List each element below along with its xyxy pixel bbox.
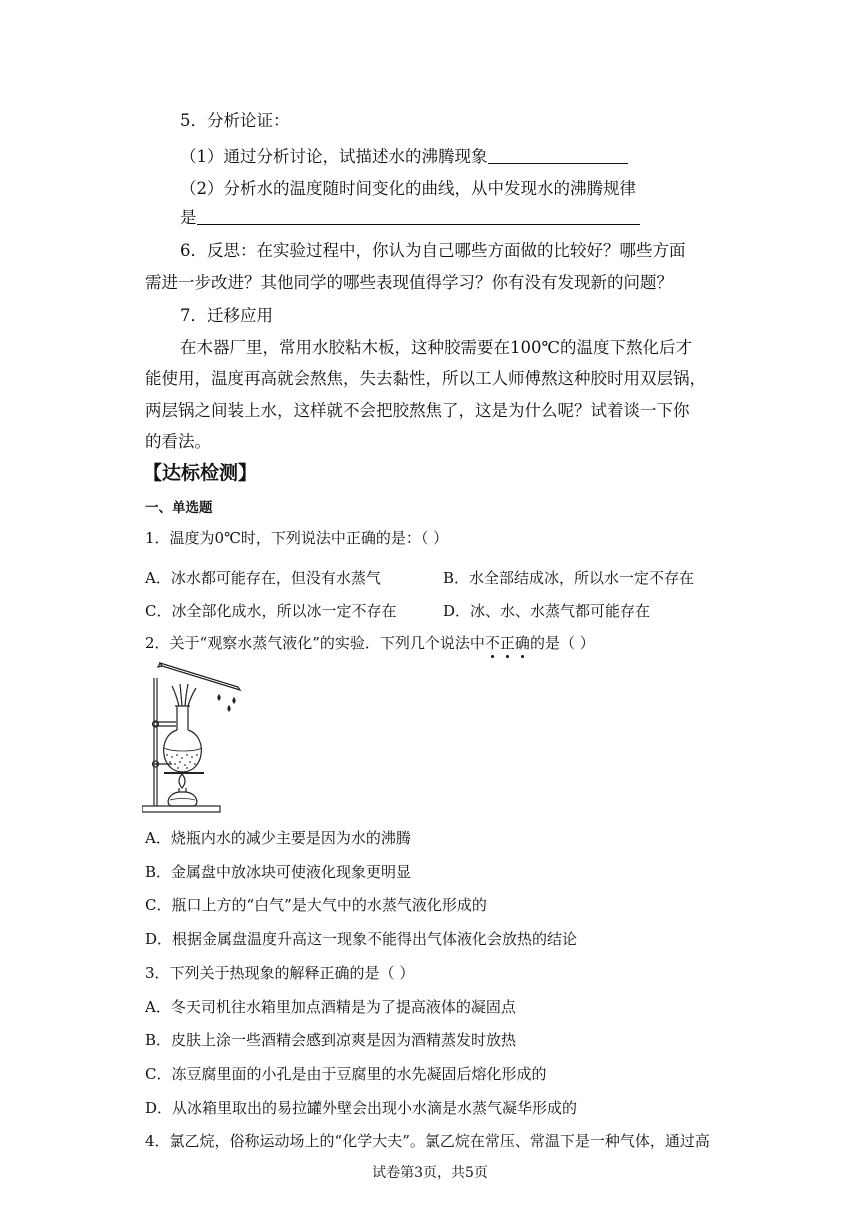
- question-3-stem: 3．下列关于热现象的解释正确的是（ ）: [145, 964, 415, 982]
- subsection-title: 一、单选题: [145, 500, 213, 516]
- question-2-stem-post: 的是（ ）: [529, 634, 595, 652]
- question-3-option-a[interactable]: A．冬天司机往水箱里加点酒精是为了提高液体的凝固点: [145, 998, 516, 1016]
- reflection-line-2: 需进一步改进？其他同学的哪些表现值得学习？你有没有发现新的问题？: [145, 273, 673, 292]
- analysis-question-2-line2: [180, 204, 640, 228]
- answer-blank[interactable]: [197, 223, 640, 225]
- question-2-option-a[interactable]: A．烧瓶内水的减少主要是因为水的沸腾: [145, 829, 411, 847]
- question-1-option-a[interactable]: A．冰水都可能存在，但没有水蒸气: [145, 569, 381, 587]
- section-title: 【达标检测】: [143, 462, 258, 484]
- question-1-stem: 1．温度为0℃时，下列说法中正确的是：（ ）: [145, 529, 449, 547]
- emphasis-char: 不: [484, 634, 500, 652]
- emphasis-char: 正: [499, 634, 515, 652]
- application-line-1: 在木器厂里，常用水胶粘木板，这种胶需要在100℃的温度下熬化后才: [180, 338, 692, 357]
- question-3-option-b[interactable]: B．皮肤上涂一些酒精会感到凉爽是因为酒精蒸发时放热: [145, 1031, 517, 1049]
- analysis-question-2-line2-text: 是: [180, 208, 197, 227]
- question-1-option-b[interactable]: B．水全部结成冰，所以水一定不存在: [443, 569, 695, 587]
- analysis-question-2-line1: （2）分析水的温度随时间变化的曲线，从中发现水的沸腾规律: [180, 179, 636, 198]
- application-line-3: 两层锅之间装上水，这样就不会把胶熬焦了，这是为什么呢？试着谈一下你: [145, 401, 690, 420]
- question-2-stem-pre: 2．关于“观察水蒸气液化”的实验．下列几个说法中: [145, 634, 485, 652]
- application-line-2: 能使用，温度再高就会熬焦，失去黏性，所以工人师傅熬这种胶时用双层锅，: [145, 369, 706, 388]
- question-2-option-d[interactable]: D．根据金属盘温度升高这一现象不能得出气体液化会放热的结论: [145, 930, 578, 948]
- emphasis-char: 确: [514, 634, 530, 652]
- reflection-line-1: 6．反思：在实验过程中，你认为自己哪些方面做的比较好？哪些方面: [180, 241, 686, 260]
- question-1-option-c[interactable]: C．冰全部化成水，所以冰一定不存在: [145, 602, 397, 620]
- analysis-question-1: [180, 143, 628, 167]
- application-line-4: 的看法。: [145, 432, 211, 451]
- question-2-option-b[interactable]: B．金属盘中放冰块可使液化现象更明显: [145, 863, 412, 881]
- condensation-apparatus-figure: [142, 660, 246, 816]
- question-2-option-c[interactable]: C．瓶口上方的“白气”是大气中的水蒸气液化形成的: [145, 896, 487, 914]
- question-4-stem: 4．氯乙烷，俗称运动场上的“化学大夫”。氯乙烷在常压、常温下是一种气体，通过高: [145, 1132, 710, 1150]
- application-heading: 7．迁移应用: [180, 306, 273, 325]
- analysis-heading: 5．分析论证：: [180, 111, 290, 130]
- question-3-option-d[interactable]: D．从冰箱里取出的易拉罐外壁会出现小水滴是水蒸气凝华形成的: [145, 1099, 578, 1117]
- question-1-option-d[interactable]: D．冰、水、水蒸气都可能存在: [443, 602, 651, 620]
- answer-blank[interactable]: [488, 162, 628, 164]
- page-footer: 试卷第3页，共5页: [372, 1165, 488, 1181]
- analysis-question-1-text: （1）通过分析讨论，试描述水的沸腾现象: [180, 147, 488, 166]
- question-2-stem: [145, 632, 595, 653]
- question-3-option-c[interactable]: C．冻豆腐里面的小孔是由于豆腐里的水先凝固后熔化形成的: [145, 1065, 547, 1083]
